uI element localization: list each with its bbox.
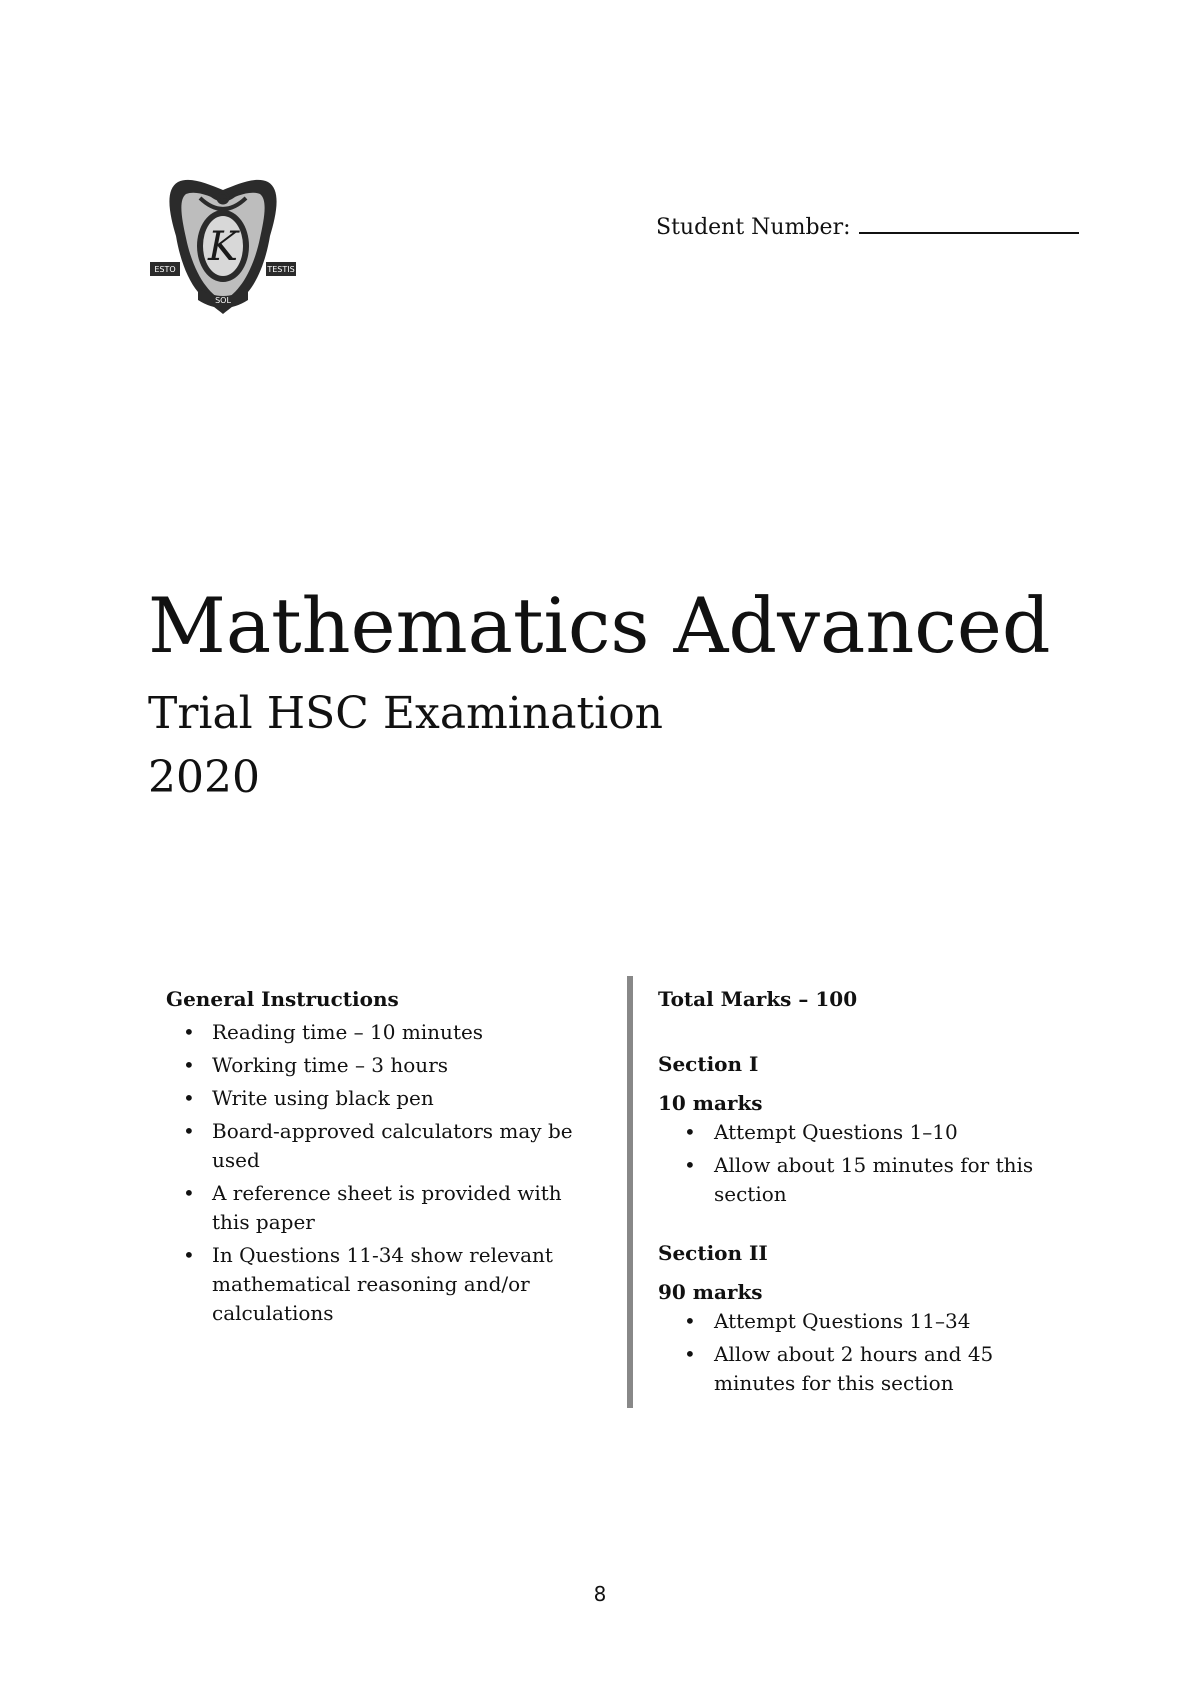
general-instructions — [166, 985, 596, 1332]
list-item: • Attempt Questions 1–10 — [658, 1118, 1078, 1147]
student-number-label: Student Number: — [656, 215, 851, 240]
total-marks: Total Marks – 100 — [658, 987, 858, 1011]
student-number-line[interactable] — [859, 212, 1079, 234]
student-number-field[interactable] — [656, 212, 1079, 240]
exam-title: Mathematics Advanced — [148, 581, 1051, 670]
crest-motto-left: ESTO — [154, 265, 176, 274]
crest-motto-bottom: SOL — [215, 296, 231, 305]
list-item: • Board-approved calculators may be used — [166, 1117, 596, 1175]
marks-summary — [658, 985, 1078, 1402]
section-1-marks: 10 marks — [658, 1091, 763, 1115]
section-2-title: Section II — [658, 1241, 768, 1265]
list-item: • In Questions 11-34 show relevant mathematical reasoning and/or calculations — [166, 1241, 596, 1328]
column-divider — [627, 976, 633, 1408]
exam-year: 2020 — [148, 752, 260, 803]
instructions-heading: General Instructions — [166, 987, 399, 1011]
instructions-list — [166, 1018, 596, 1328]
page-number: 8 — [593, 1582, 607, 1606]
list-item: • Allow about 15 minutes for this section — [658, 1151, 1078, 1209]
school-crest-icon — [150, 176, 296, 322]
list-item: • A reference sheet is provided with this paper — [166, 1179, 596, 1237]
crest-monogram: K — [208, 224, 238, 270]
section-1-list — [658, 1118, 1078, 1209]
list-item: • Write using black pen — [166, 1084, 596, 1113]
section-1-title: Section I — [658, 1052, 759, 1076]
list-item: • Allow about 2 hours and 45 minutes for this section — [658, 1340, 1078, 1398]
list-item: • Working time – 3 hours — [166, 1051, 596, 1080]
crest-motto-right: TESTIS — [267, 265, 295, 274]
list-item: • Reading time – 10 minutes — [166, 1018, 596, 1047]
list-item: • Attempt Questions 11–34 — [658, 1307, 1078, 1336]
section-2-marks: 90 marks — [658, 1280, 763, 1304]
section-2-list — [658, 1307, 1078, 1398]
exam-subtitle: Trial HSC Examination — [148, 688, 664, 739]
